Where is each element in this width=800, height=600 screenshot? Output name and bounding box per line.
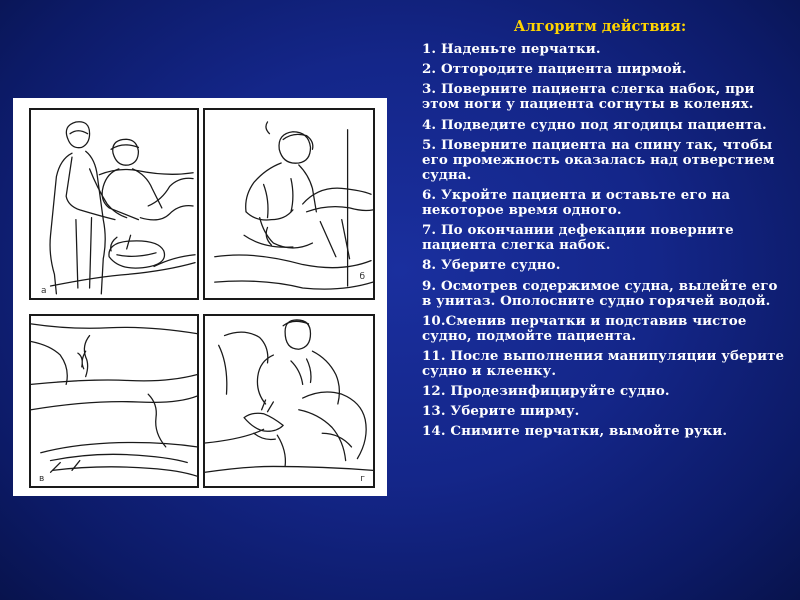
step-2: 2. Оттородите пациента ширмой. [422, 61, 687, 78]
step-1: 1. Наденьте перчатки. [422, 41, 601, 57]
step-3: 3. Поверните пациента слегка набок, при этом ноги у пациента согнуты в коленях. [422, 81, 755, 113]
step-14: 14. Снимите перчатки, вымойте руки. [422, 423, 728, 440]
step-6: 6. Укройте пациента и оставьте его на некоторое время одного. [422, 186, 731, 218]
step-8: 8. Уберите судно. [422, 257, 561, 274]
panel-letter-v: в [39, 474, 45, 484]
bedpan-under-patient-icon [31, 316, 197, 486]
step-10: 10.Сменив перчатки и подставив чистое судно, подмойте пациента. [422, 312, 747, 344]
step-9: 9. Осмотрев содержимое судна, вылейте его в унитаз. Ополосните судно горячей водой. [422, 277, 778, 309]
illustration-panel-a [29, 108, 199, 300]
step-11: 11. После выполнения манипуляции уберите судно и клеенку. [422, 347, 785, 379]
panel-letter-g: г [360, 474, 365, 484]
algorithm-title: Алгоритм действия: [513, 18, 687, 35]
step-12: 12. Продезинфицируйте судно. [422, 383, 670, 400]
panel-letter-b: б [359, 272, 365, 282]
illustration-panel-v [29, 314, 199, 488]
illustration-panel-b [203, 108, 375, 300]
step-4: 4. Подведите судно под ягодицы пациента. [422, 116, 767, 133]
nurse-turning-patient-icon [205, 110, 373, 298]
step-13: 13. Уберите ширму. [422, 403, 580, 420]
bedpan-procedure-illustration [13, 98, 387, 496]
illustration-panel-g [203, 314, 375, 488]
panel-letter-a: а [41, 286, 47, 296]
step-5: 5. Поверните пациента на спину так, чтобы его промежность оказалась над отверстием судна. [422, 136, 775, 183]
nurse-placing-bedpan-icon [31, 110, 197, 298]
step-7: 7. По окончании дефекации поверните пациента слегка набок. [422, 222, 734, 254]
algorithm-steps-list [422, 42, 788, 445]
nurse-washing-patient-icon [205, 316, 373, 486]
